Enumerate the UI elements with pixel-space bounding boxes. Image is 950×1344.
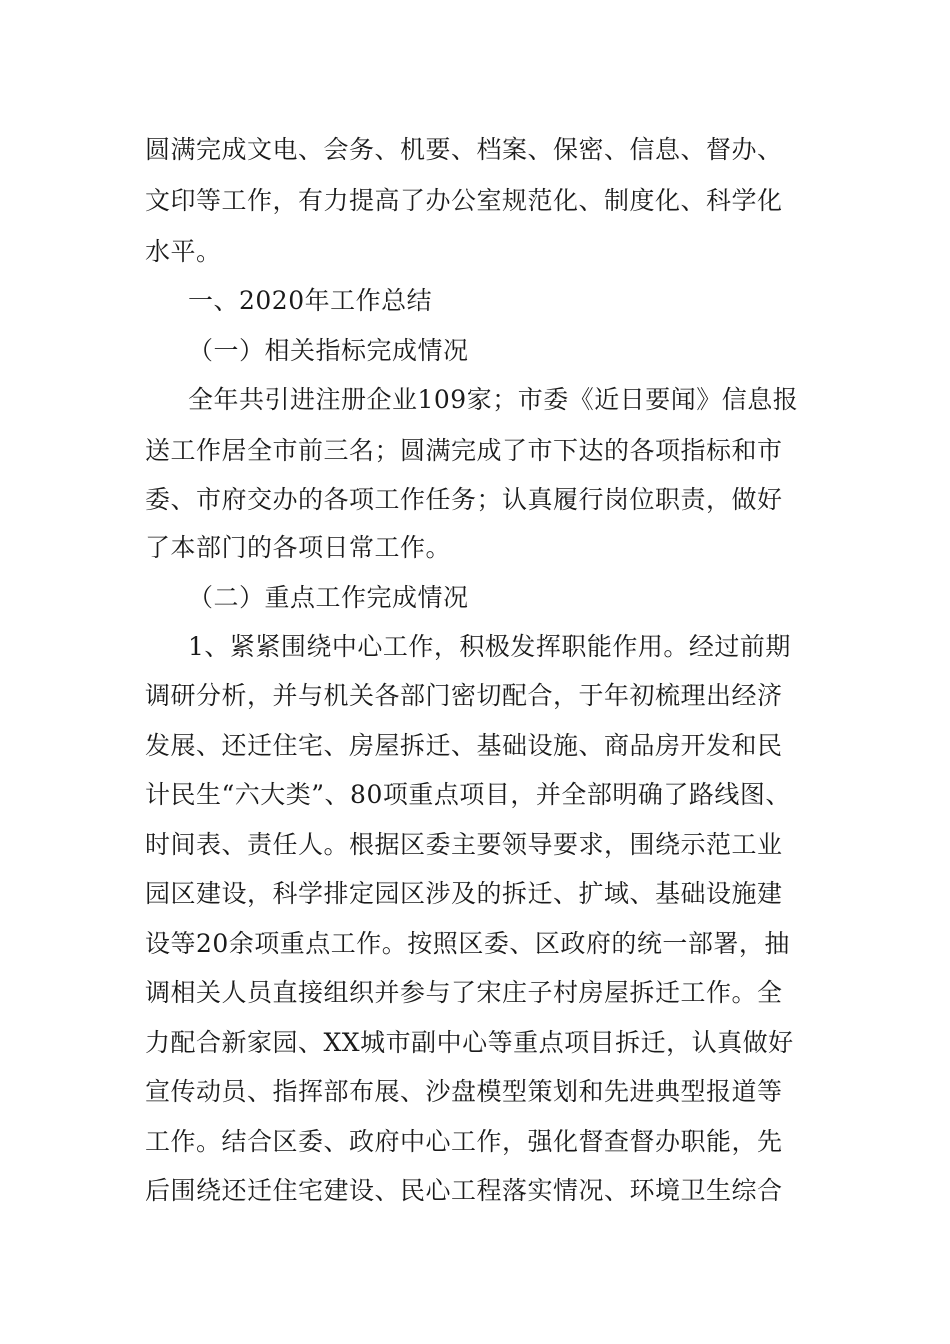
body-text-line: 工作。结合区委、政府中心工作，强化督查督办职能，先	[145, 1127, 783, 1156]
body-text-line: 文印等工作，有力提高了办公室规范化、制度化、科学化	[145, 186, 783, 215]
body-text-line: 设等20余项重点工作。按照区委、区政府的统一部署，抽	[145, 929, 790, 958]
body-text-line: 后围绕还迁住宅建设、民心工程落实情况、环境卫生综合	[145, 1176, 783, 1205]
body-text-line: 宣传动员、指挥部布展、沙盘模型策划和先进典型报道等	[145, 1077, 783, 1106]
body-text-line: 全年共引进注册企业109家；市委《近日要闻》信息报	[188, 385, 799, 414]
body-text-line: 调研分析，并与机关各部门密切配合，于年初梳理出经济	[145, 681, 783, 710]
body-text-line: 水平。	[145, 237, 222, 266]
body-text-line: 1、紧紧围绕中心工作，积极发挥职能作用。经过前期	[188, 632, 791, 661]
body-text-line: 圆满完成文电、会务、机要、档案、保密、信息、督办、	[145, 135, 783, 164]
body-text-line: 发展、还迁住宅、房屋拆迁、基础设施、商品房开发和民	[145, 731, 783, 760]
section-heading: 一、2020年工作总结	[188, 286, 433, 315]
body-text-line: 了本部门的各项日常工作。	[145, 533, 452, 562]
body-text-line: 园区建设，科学排定园区涉及的拆迁、扩域、基础设施建	[145, 879, 783, 908]
body-text-line: 计民生“六大类”、80项重点项目，并全部明确了路线图、	[145, 780, 791, 809]
body-text-line: 调相关人员直接组织并参与了宋庄子村房屋拆迁工作。全	[145, 978, 783, 1007]
subsection-heading: （二）重点工作完成情况	[188, 583, 469, 612]
body-text-line: 送工作居全市前三名；圆满完成了市下达的各项指标和市	[145, 436, 783, 465]
body-text-line: 力配合新家园、XX城市副中心等重点项目拆迁，认真做好	[145, 1028, 794, 1057]
body-text-line: 时间表、责任人。根据区委主要领导要求，围绕示范工业	[145, 830, 783, 859]
body-text-line: 委、市府交办的各项工作任务；认真履行岗位职责，做好	[145, 485, 783, 514]
subsection-heading: （一）相关指标完成情况	[188, 336, 469, 365]
